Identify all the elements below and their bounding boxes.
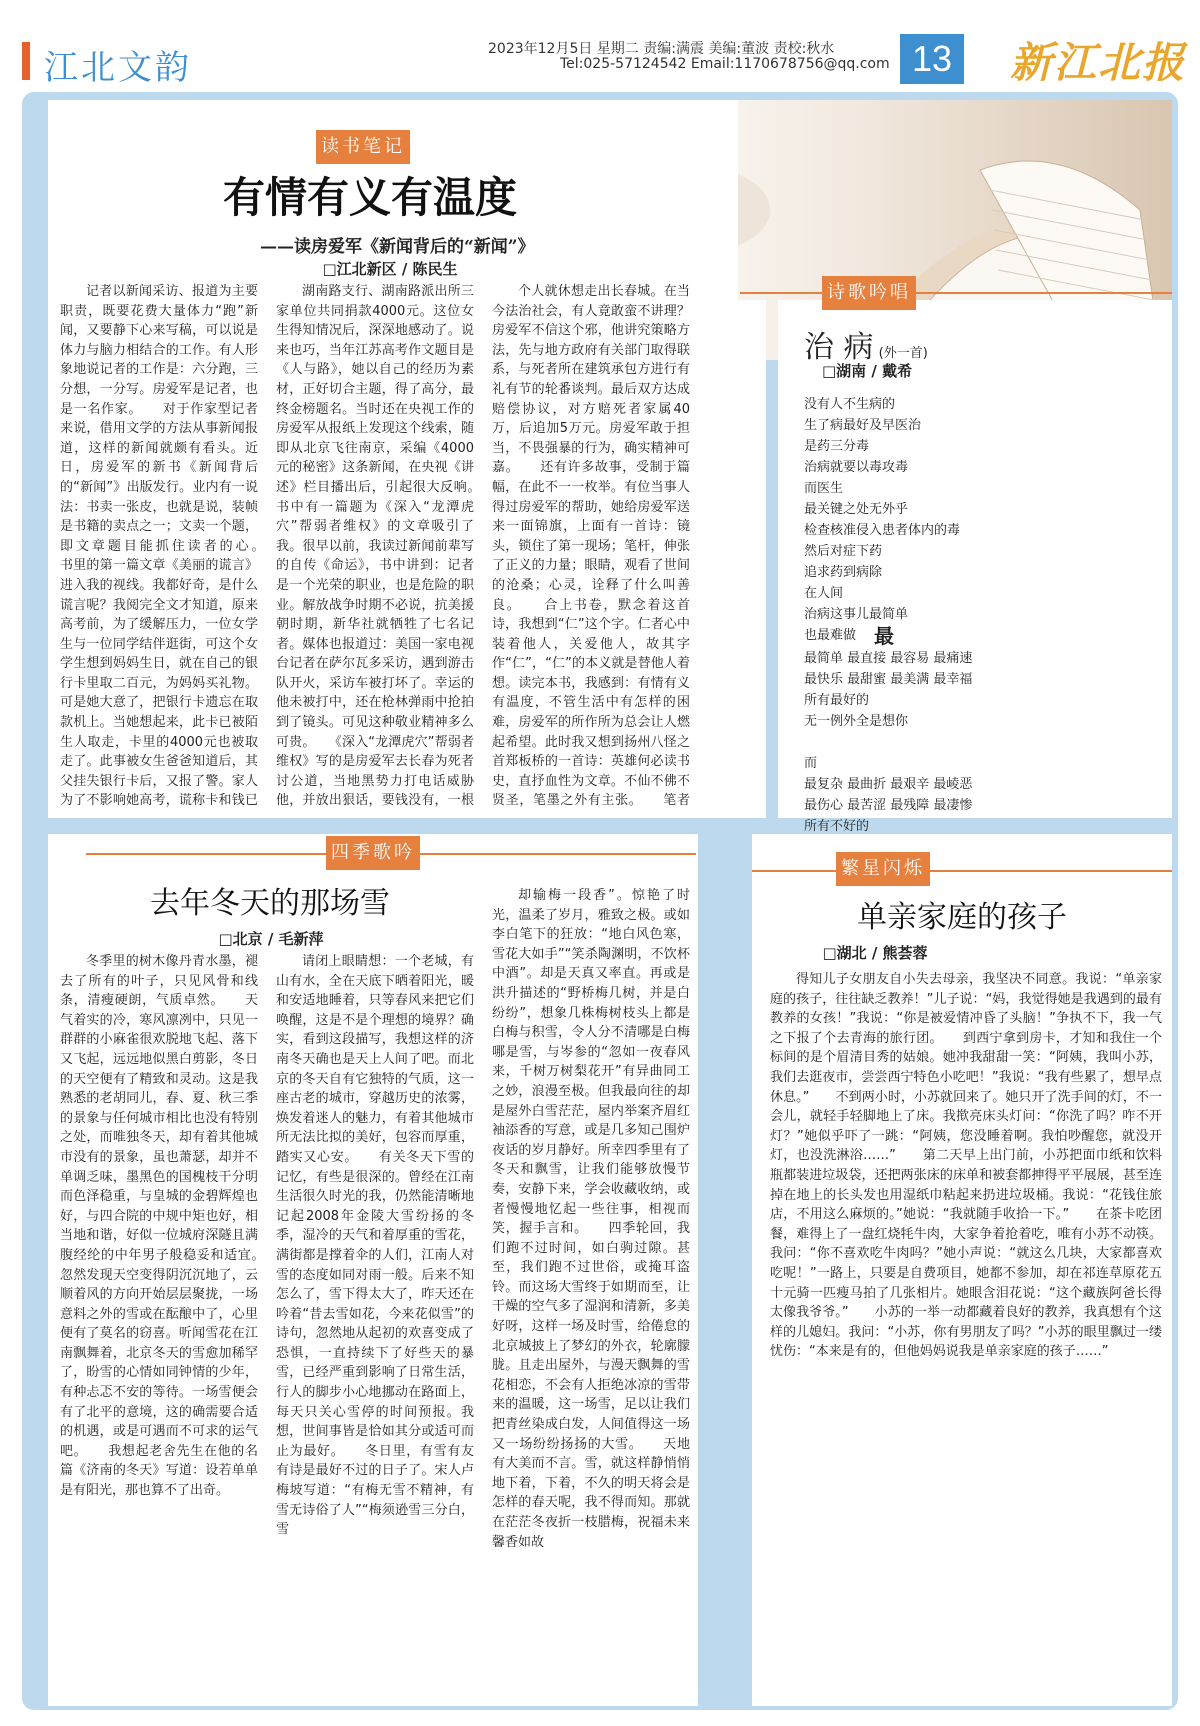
column-tag-poetry: 诗歌吟唱: [822, 276, 916, 310]
contact-meta: Tel:025-57124542 Email:1170678756@qq.com: [560, 56, 890, 72]
poem-part2: 最简单 最直接 最容易 最痛速 最快乐 最甜蜜 最美满 最幸福 所有最好的 无一例外全是想你 而 最复杂 最曲折 最艰辛 最崚恶 最伤心 最苦涩 最残障 最凄惨 所有不好的: [804, 651, 973, 834]
issue-meta: 2023年12月5日 星期二 责编:满震 美编:董波 责校:秋水: [488, 41, 835, 57]
article2-title: 去年冬天的那场雪: [150, 886, 390, 921]
article2-col2: 请闭上眼睛想：一个老城，有山有水，全在天底下晒着阳光，暖和安适地睡着，只等春风来把它们唤醒，这是不是个理想的境界？确实，看到这段描写，我想这样的济南冬天确也是天上人间了吧。而北京的冬天自有它独特的气质，这一座古老的城市，穿越历史的浓雾，焕发着迷人的魅力，有着其他城市所无法比拟的美好，包容而厚重，踏实又心安。 有关冬天下雪的记忆，有些是很深的。曾经在江南生活很久时光的我，仍然能清晰地记起2008年金陵大雪纷扬的冬季，湿冷的天气和着厚重的雪花，满街都是撑着伞的人们，江南人对雪的态度如同对雨一般。后来不知怎么了，雪下得太大了，昨天还在吟着“昔去雪如花，今来花似雪”的诗句，忽然地从起初的欢喜变成了恐惧，一直持续下了好些天的暴雪，已经严重到影响了日常生活，行人的脚步小心地挪动在路面上，每天只关心雪停的时间预报。我想，世间事皆是恰如其分或适可而止为最好。 冬日里，有雪有友有诗是最好不过的日子了。宋人卢梅坡写道：“有梅无雪不精神，有雪无诗俗了人”“梅须逊雪三分白，雪: [276, 954, 474, 1538]
poem-title-note: (外一首): [878, 346, 928, 361]
article2-byline: □北京 / 毛新萍: [218, 930, 324, 948]
poem-tag-rule: [740, 292, 1172, 294]
article3-title: 单亲家庭的孩子: [857, 900, 1067, 935]
article1-title: 有情有义有温度: [222, 173, 517, 222]
poem-part2-title: 最: [874, 624, 894, 648]
section-accent-bar: [22, 42, 30, 80]
article3-tag-rule: [752, 870, 1172, 872]
column-tag-reading: 读书笔记: [316, 130, 410, 164]
column-tag-stars: 繁星闪烁: [836, 852, 930, 886]
article1-col3: 个人就休想走出长春城。在当今法治社会，有人竟敢蛮不讲理？房爱军不信这个邪，他讲究策略方法，先与地方政府有关部门取得联系，与死者所在建筑承包方进行有礼有节的轮番谈判。最后双方达成赔偿协议，对方赔死者家属40万，后追加5万元。房爱军敢于担当，不畏强暴的行为，确实精神可嘉。 还有许多故事，受制于篇幅，在此不一一枚举。有位当事人得过房爱军的帮助，她给房爱军送来一面锦旗，上面有一首诗：镜头，锁住了第一现场；笔杆，伸张了正义的力量；眼睛，观看了世间的沧桑；心灵，诠释了什么叫善良。 合上书卷，默念着这首诗，我想到“仁”这个字。仁者心中装着他人，关爱他人，故其字作“仁”，“仁”的本义就是替他人着想。读完本书，我感到：有情有义有温度，不管生活中有怎样的困难，房爱军的所作所为总会让人燃起希望。此时我又想到扬州八怪之首郑板桥的一首诗：英雄何必读书史，直抒血性为文章。不仙不佛不贤圣，笔墨之外有主张。 笔者: [492, 284, 690, 808]
newspaper-logo: 新江北报: [1010, 38, 1187, 87]
article1-col2: 湖南路支行、湖南路派出所三家单位共同捐款4000元。这位女生得知情况后，深深地感动了。说来也巧，当年江苏高考作文题目是《人与路》，她以自己的经历为素材，正好切合主题，得了高分，最终金榜题名。当时还在央视工作的房爱军从报纸上发现这个线索，随即从北京飞往南京，采编《4000元的秘密》这条新闻，在央视《讲述》栏目播出后，引起很大反响。 书中有一篇题为《深入“龙潭虎穴”帮弱者维权》的文章吸引了我。很早以前，我读过新闻前辈写的自传《命运》，书中讲到：记者是一个光荣的职业，也是危险的职业。解放战争时期不必说，抗美援朝时期，新华社就牺牲了七名记者。媒体也报道过：美国一家电视台记者在萨尔瓦多采访，遇到游击队开火，采访车被打坏了。幸运的他未被打中，还在枪林弹雨中抢拍到了镜头。可见这种敬业精神多么可贵。 《深入“龙潭虎穴”帮弱者维权》写的是房爱军去长春为死者讨公道，当地黑势力打电话威胁他，并放出狠话，要钱没有，一根: [276, 284, 474, 808]
article1-subtitle: ——读房爱军《新闻背后的“新闻”》: [260, 237, 535, 257]
article3-col1: 得知儿子女朋友自小失去母亲，我坚决不同意。我说：“单亲家庭的孩子，往往缺乏教养！”儿子说：“妈，我觉得她是我遇到的最有教养的女孩！”我说：“你是被爱情冲昏了头脑！”争执不下，我一气之下报了个去青海的旅行团。 到西宁拿到房卡，才知和我住一个标间的是个眉清目秀的姑娘。她冲我甜甜一笑：“阿姨，我叫小苏，我们去逛夜市，尝尝西宁特色小吃吧！”我说：“我有些累了，想早点休息。” 不到两小时，小苏就回来了。她只开了洗手间的灯，不一会儿，就轻手轻脚地上了床。我揿亮床头灯问：“你洗了吗？咋不开灯？”她似乎吓了一跳：“阿姨，您没睡着啊。我怕吵醒您，就没开灯，也没洗淋浴……” 第二天早上出门前，小苏把面巾纸和饮料瓶都装进垃圾袋，还把两张床的床单和被套都抻得平平展展，甚至连掉在地上的长头发也用湿纸巾粘起来扔进垃圾桶。我说：“花钱住旅店，不用这么麻烦的。”她说：“我就随手收拾一下。” 在茶卡吃团餐，难得上了一盘红烧牦牛肉，大家争着抢着吃，唯有小苏不动筷。我问：“你不喜欢吃牛肉吗？”她小声说：“就这么几块，大家都喜欢吃呢！”一路上，只要是自费项目，她都不参加，却在祁连草原花五十元骑一匹瘦马拍了几张相片。她眼含泪花说：“这个藏族阿爸长得太像我爷爷。” 小苏的一举一动都藏着良好的教养，我真想有个这样的儿媳妇。我问：“小苏，你有男朋友了吗？”小苏的眼里飘过一缕忧伤：“本来是有的，但他妈妈说我是单亲家庭的孩子……”: [770, 972, 1162, 1360]
page-number: 13: [900, 34, 964, 84]
article3-byline: □湖北 / 熊荟蓉: [822, 944, 928, 962]
column-tag-seasons: 四季歌吟: [326, 836, 420, 870]
section-name: 江北文韵: [44, 48, 192, 88]
article2-col1: 冬季里的树木像丹青水墨，褪去了所有的叶子，只见风骨和线条，清瘦硬朗，气质卓然。 天气着实的冷，寒风凛冽中，只见一群群的小麻雀很欢脱地飞起、落下又飞起，远远地似黑白剪影，冬日的天空便有了精致和灵动。这是我熟悉的老胡同儿，春、夏、秋三季的景象与任何城市相比也没有特别之处，而唯独冬天，却有着其他城市没有的景象，虽也萧瑟，却并不单调乏味，墨黑色的国槐枝干分明而色泽稳重，与皇城的金碧辉煌也好，与四合院的中规中矩也好，相当地和谐，好似一位城府深隧且满腹经纶的中年男子般稳妥和适宜。 忽然发现天空变得阴沉沉地了，云顺着风的方向开始层层聚拢，一场意料之外的雪或在酝酿中了，心里便有了莫名的窃喜。听闻雪花在江南飘舞着，北京冬天的雪愈加稀罕了，盼雪的心情如同钟情的少年，有种忐忑不安的等待。一场雪便会有了北平的意境，这的确需要合适的机遇，或是可遇而不可求的运气吧。 我想起老舍先生在他的名篇《济南的冬天》写道：设若单单是有阳光，那也算不了出奇。: [60, 954, 258, 1499]
poem-byline: □湖南 / 戴希: [822, 362, 913, 380]
article1-col1: 记者以新闻采访、报道为主要职责，既要花费大量体力“跑”新闻，又要静下心来写稿，可以说是体力与脑力相结合的工作。有人形象地说记者的工作是：六分跑，三分想，一分写。房爱军是记者，也是一名作家。 对于作家型记者来说，借用文学的方法从事新闻报道，这样的新闻就颇有看头。近日，房爱军的新书《新闻背后的“新闻”》出版发行。业内有一说法：书卖一张皮，也就是说，装帧是书籍的卖点之一；文卖一个题，即文章题目能抓住读者的心。 书里的第一篇文章《美丽的谎言》进入我的视线。我都好奇，是什么谎言呢？我阅完全文才知道，原来高考前，为了缓解压力，一位女学生与一位同学结伴逛街，可这个女学生想到妈妈生日，就在自己的银行卡里取二百元，为妈妈买礼物。可是她大意了，把银行卡遗忘在取款机上。当她想起来，此卡已被陌生人取走，卡里的4000元也被取走了。此事被女生爸爸知道后，其父挂失银行卡后，又报了警。家人为了不影响她高考，谎称卡和钱已: [60, 284, 258, 808]
poem-title: 治 病: [804, 330, 874, 365]
article1-byline: □江北新区 / 陈民生: [322, 260, 458, 278]
article2-col3: 却输梅一段香”。惊艳了时光，温柔了岁月，雅致之极。或如李白笔下的狂放：“地白风色寒，雪花大如手”“笑杀陶渊明，不饮杯中酒”。却是天真又率直。再或是洪升描述的“野桥梅几树，并是白纷纷”，想象几株梅树枝头上都是白梅与积雪，令人分不清哪是白梅哪是雪，与岑参的“忽如一夜春风来，千树万树梨花开”有异曲同工之妙，浪漫至极。但我最向往的却是屋外白雪茫茫，屋内举案齐眉红袖添香的写意，或是几多知己围炉夜话的岁月静好。所幸四季里有了冬天和飘雪，让我们能够放慢节奏，安静下来，学会收藏收纳，或者慢慢地忆起一些往事，相视而笑，握手言和。 四季轮回，我们跑不过时间，如白驹过隙。甚至，我们跑不过世俗，或掩耳盗铃。而这场大雪终于如期而至，让干燥的空气多了湿润和清新，多美好呀，这样一场及时雪，给倦怠的北京城披上了梦幻的外衣，轮廓朦胧。且走出屋外，与漫天飘舞的雪花相恋，不会有人拒绝冰凉的雪带来的温暖，这一场雪，足以让我们把青丝染成白发，人间值得这一场又一场纷纷扬扬的大雪。 天地有大美而不言。雪，就这样静悄悄地下着，下着，不久的明天将会是怎样的春天呢，我不得而知。那就在茫茫冬夜折一枝腊梅，祝福未来馨香如故: [492, 888, 690, 1550]
poem-part1: 没有人不生病的 生了病最好及早医治 是药三分毒 治病就要以毒攻毒 而医生 最关键之处无外乎 检查核准侵入患者体内的毒 然后对症下药 追求药到病除 在人间 治病这事儿最简单 也最难做: [804, 397, 961, 643]
